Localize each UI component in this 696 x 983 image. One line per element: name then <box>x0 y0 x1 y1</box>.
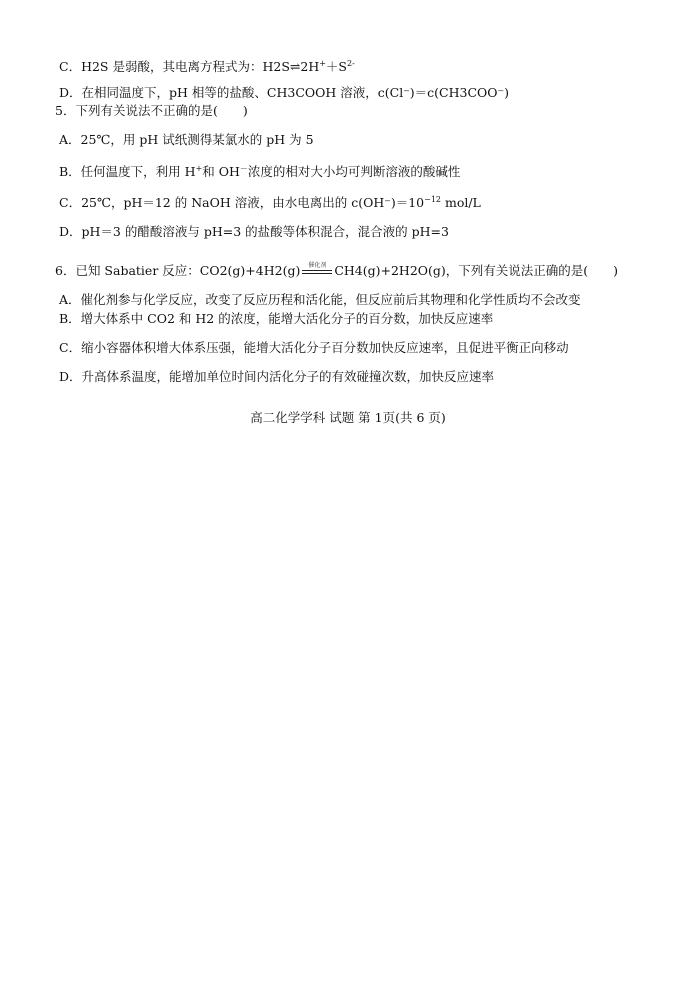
q6-option-b: B．增大体系中 CO2 和 H2 的浓度，能增大活化分子的百分数，加快反应速率 <box>59 311 494 326</box>
option-c-formula-part1: H2S 是弱酸，其电离方程式为：H2S⇌2H <box>81 59 320 75</box>
option-c-part1: C．25℃，pH＝12 的 NaOH 溶液，由水电离出的 c(OH⁻)＝10 <box>59 195 425 211</box>
option-b-part2: 和 OH <box>202 164 240 180</box>
catalyst-label: 催化剂 <box>308 261 327 269</box>
option-d-text: 在相同温度下，pH 相等的盐酸、CH3COOH 溶液，c(Cl⁻)＝c(CH3COO⁻) <box>81 85 510 100</box>
superscript: + <box>319 59 326 68</box>
q6-stem-part2: CH4(g)+2H2O(g)，下列有关说法正确的是( ) <box>334 263 619 278</box>
superscript: −12 <box>424 195 441 204</box>
superscript: 2- <box>347 59 355 68</box>
catalyst-arrow <box>300 261 334 280</box>
q4-option-c <box>59 56 355 75</box>
option-b-part1: B．任何温度下，利用 H <box>59 164 196 180</box>
option-c-text: C． <box>59 59 82 75</box>
equation-bar <box>302 273 332 274</box>
option-c-part2: mol/L <box>441 195 481 211</box>
option-c-formula-part2: ＋S <box>325 59 347 75</box>
q6-option-a: A．催化剂参与化学反应，改变了反应历程和活化能，但反应前后其物理和化学性质均不会改变 <box>59 292 581 307</box>
q5-option-d: D．pH＝3 的醋酸溶液与 pH=3 的盐酸等体积混合，混合液的 pH=3 <box>59 224 449 239</box>
q5-option-b <box>59 161 460 180</box>
q5-option-c <box>59 192 481 211</box>
q4-option-d <box>59 85 509 101</box>
q5-option-a: A．25℃，用 pH 试纸测得某氯水的 pH 为 5 <box>59 132 314 147</box>
option-b-part3: 浓度的相对大小均可判断溶液的酸碱性 <box>247 164 461 180</box>
q6-option-d: D．升高体系温度，能增加单位时间内活化分子的有效碰撞次数，加快反应速率 <box>59 369 495 384</box>
q6-stem <box>55 263 618 280</box>
option-d-label: D． <box>59 85 82 100</box>
equation-bar <box>302 270 332 271</box>
page-footer: 高二化学学科 试题 第 1页(共 6 页) <box>250 410 446 425</box>
q6-option-c: C．缩小容器体积增大体系压强，能增大活化分子百分数加快反应速率，且促进平衡正向移动 <box>59 340 569 355</box>
q5-stem: 5．下列有关说法不正确的是( ) <box>55 103 248 118</box>
q6-stem-part1: 6．已知 Sabatier 反应：CO2(g)+4H2(g) <box>55 263 301 278</box>
superscript: － <box>239 164 248 173</box>
superscript: + <box>195 164 203 173</box>
